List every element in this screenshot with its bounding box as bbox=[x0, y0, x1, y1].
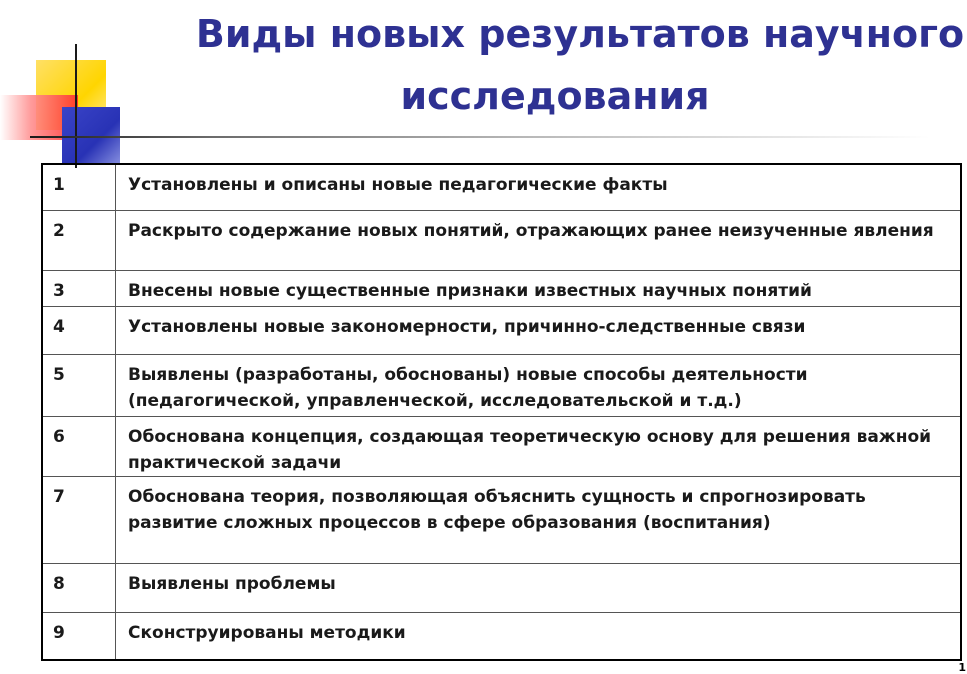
row-number: 8 bbox=[42, 563, 116, 612]
table-row bbox=[42, 210, 961, 270]
row-number: 7 bbox=[42, 476, 116, 563]
table-row bbox=[42, 612, 961, 660]
vertical-rule-decoration bbox=[75, 44, 77, 168]
row-text: Выявлены проблемы bbox=[116, 563, 962, 612]
row-number: 5 bbox=[42, 354, 116, 416]
table-row bbox=[42, 354, 961, 416]
horizontal-rule-decoration bbox=[30, 136, 930, 138]
row-number: 6 bbox=[42, 416, 116, 476]
row-number: 4 bbox=[42, 306, 116, 354]
slide-title-line-1: Виды новых результатов научного bbox=[195, 12, 965, 56]
slide-title-line-2: исследования bbox=[400, 74, 710, 118]
row-text: Сконструированы методики bbox=[116, 612, 962, 660]
table-row bbox=[42, 476, 961, 563]
row-number: 9 bbox=[42, 612, 116, 660]
row-text: Установлены и описаны новые педагогические факты bbox=[116, 164, 962, 210]
row-text: Обоснована теория, позволяющая объяснить сущность и спрогнозировать развитие сложных процессов в сфере образования (воспитания) bbox=[116, 476, 962, 563]
page-number: 1 bbox=[958, 661, 966, 674]
row-number: 1 bbox=[42, 164, 116, 210]
row-text: Обоснована концепция, создающая теоретическую основу для решения важной практической задачи bbox=[116, 416, 962, 476]
results-table bbox=[41, 163, 962, 661]
row-text: Раскрыто содержание новых понятий, отражающих ранее неизученные явления bbox=[116, 210, 962, 270]
table-row bbox=[42, 270, 961, 306]
table-row bbox=[42, 416, 961, 476]
row-text: Внесены новые существенные признаки известных научных понятий bbox=[116, 270, 962, 306]
table-row bbox=[42, 563, 961, 612]
row-number: 2 bbox=[42, 210, 116, 270]
row-number: 3 bbox=[42, 270, 116, 306]
row-text: Установлены новые закономерности, причинно-следственные связи bbox=[116, 306, 962, 354]
table-row bbox=[42, 164, 961, 210]
row-text: Выявлены (разработаны, обоснованы) новые способы деятельности (педагогической, управленческой, исследовательской и т.д.) bbox=[116, 354, 962, 416]
slide-title bbox=[140, 0, 967, 130]
table-row bbox=[42, 306, 961, 354]
